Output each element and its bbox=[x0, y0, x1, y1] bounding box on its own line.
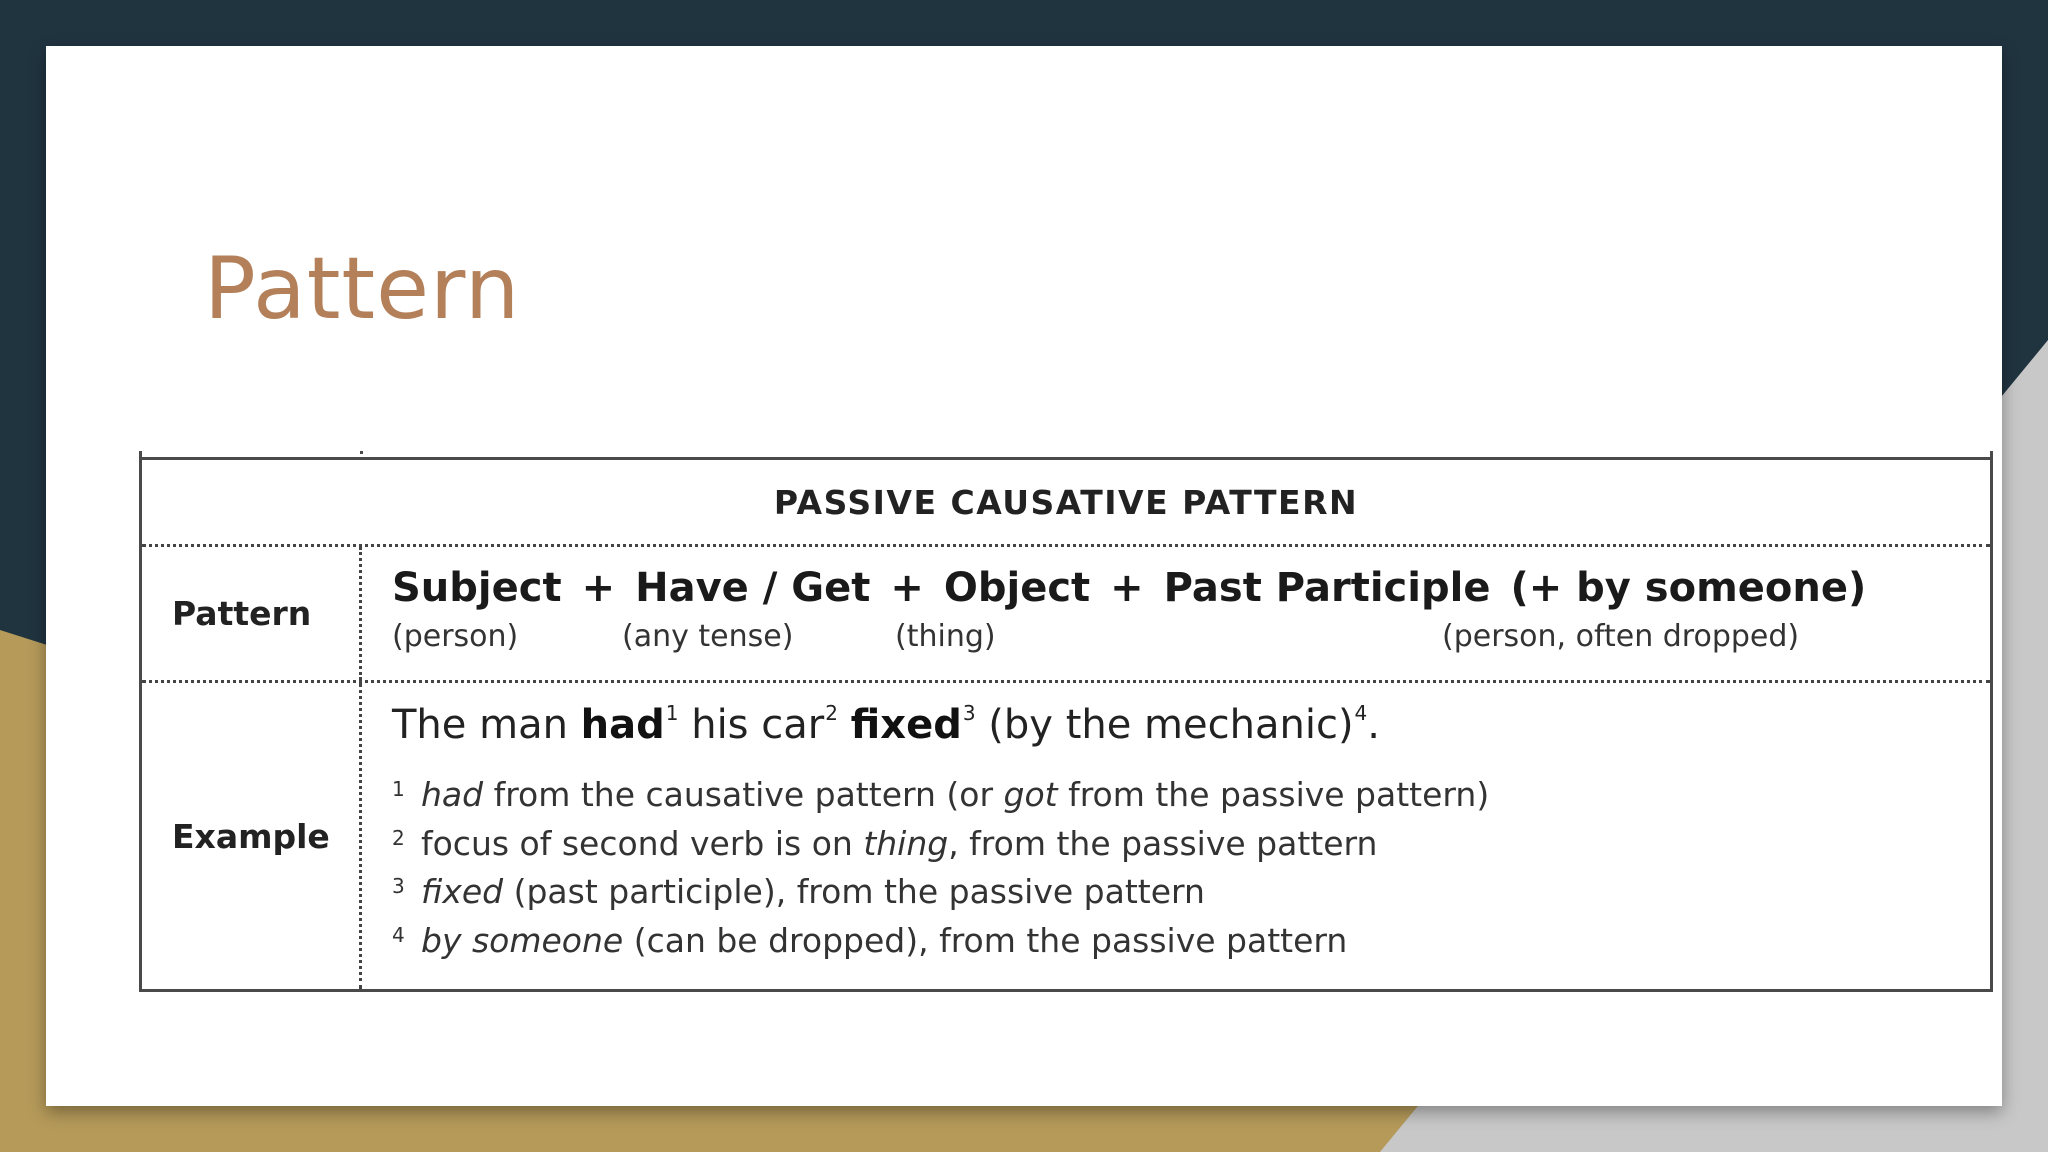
slide-title: Pattern bbox=[204, 239, 521, 339]
footnote-number: 1 bbox=[392, 777, 405, 801]
sentence-text: (by the mechanic) bbox=[975, 702, 1354, 748]
sentence-text bbox=[838, 702, 851, 748]
footnote-text: (past participle), from the passive pattern bbox=[503, 872, 1205, 911]
footnote-text: from the causative pattern (or bbox=[483, 775, 1004, 814]
table-edge-tick bbox=[1990, 451, 1993, 460]
footnote-text: from the passive pattern) bbox=[1057, 775, 1490, 814]
example-row-content bbox=[362, 683, 1990, 989]
pattern-row bbox=[142, 547, 1990, 683]
sentence-verb-had: had bbox=[580, 702, 665, 748]
footnote-text: thing bbox=[863, 823, 949, 863]
footnote-item bbox=[392, 872, 1489, 921]
example-row bbox=[142, 683, 1990, 989]
sublabel-have-get: (any tense) bbox=[622, 619, 794, 654]
pattern-part-subject: Subject bbox=[392, 565, 562, 611]
plus-operator: + bbox=[1110, 565, 1144, 611]
footnote-text: fixed bbox=[421, 872, 504, 911]
sublabel-subject: (person) bbox=[392, 619, 519, 654]
pattern-formula bbox=[392, 565, 1866, 611]
slide-page bbox=[46, 46, 2002, 1106]
footnote-text: focus of second verb is on bbox=[421, 823, 864, 863]
passive-causative-table bbox=[139, 457, 1993, 992]
footnote-text: had bbox=[421, 775, 484, 814]
pattern-row-label: Pattern bbox=[142, 547, 362, 680]
footnote-marker: 2 bbox=[825, 701, 838, 725]
footnote-item bbox=[392, 775, 1489, 824]
pattern-part-past-participle: Past Participle bbox=[1163, 565, 1491, 611]
footnote-marker: 3 bbox=[962, 701, 976, 725]
footnote-marker: 1 bbox=[665, 701, 679, 725]
sublabel-by-someone: (person, often dropped) bbox=[1442, 619, 1800, 654]
footnote-marker: 4 bbox=[1354, 701, 1368, 725]
sentence-text: . bbox=[1367, 702, 1380, 748]
example-row-label: Example bbox=[142, 683, 362, 989]
pattern-part-have-get: Have / Get bbox=[635, 565, 871, 611]
footnote-item bbox=[392, 921, 1489, 970]
table-edge-tick bbox=[139, 451, 142, 460]
sentence-text: his car bbox=[678, 702, 825, 748]
sentence-verb-fixed: fixed bbox=[850, 702, 962, 748]
footnote-text: , from the passive pattern bbox=[948, 823, 1378, 863]
footnote-number: 3 bbox=[392, 874, 405, 898]
footnote-text: (can be dropped), from the passive pattern bbox=[623, 920, 1348, 960]
footnote-text: by someone bbox=[421, 920, 624, 960]
pattern-part-by-someone: (+ by someone) bbox=[1510, 565, 1867, 611]
column-divider-tick bbox=[360, 451, 363, 460]
plus-operator: + bbox=[581, 565, 616, 611]
footnote-number: 4 bbox=[392, 922, 405, 947]
example-sentence bbox=[392, 701, 1380, 748]
pattern-part-object: Object bbox=[943, 565, 1091, 611]
plus-operator: + bbox=[890, 565, 924, 611]
footnotes-list bbox=[392, 775, 1489, 969]
footnote-item bbox=[392, 824, 1489, 873]
pattern-row-content bbox=[362, 547, 1990, 680]
footnote-text: got bbox=[1003, 775, 1058, 814]
sentence-text: The man bbox=[392, 702, 581, 748]
footnote-number: 2 bbox=[392, 825, 405, 850]
table-header: PASSIVE CAUSATIVE PATTERN bbox=[142, 460, 1990, 547]
sublabel-object: (thing) bbox=[895, 619, 996, 654]
